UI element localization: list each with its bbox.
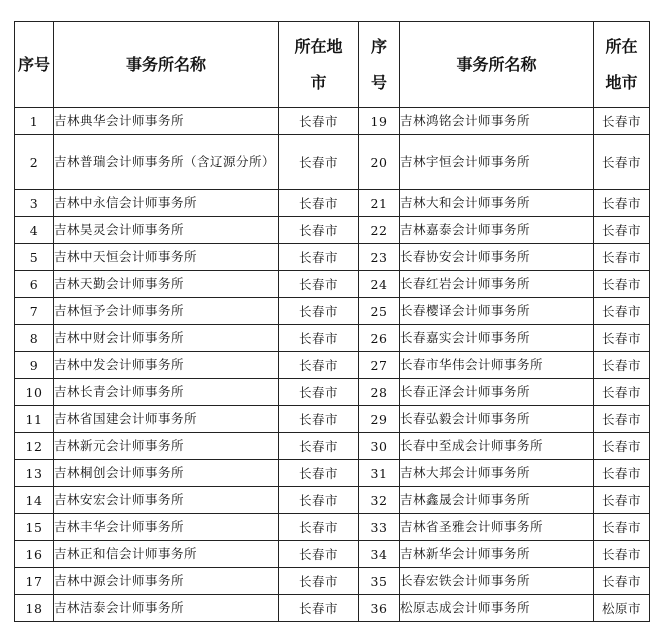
city-left: 长春市 [279, 568, 359, 595]
city-left: 长春市 [279, 514, 359, 541]
table-row [15, 325, 650, 352]
city-left: 长春市 [279, 433, 359, 460]
table-row [15, 135, 650, 190]
row-number-right: 26 [359, 325, 400, 352]
header-city-right: 所在地市 [594, 22, 650, 108]
firm-name-left: 吉林洁泰会计师事务所 [54, 595, 279, 622]
table-row [15, 487, 650, 514]
firm-name-left: 吉林中永信会计师事务所 [54, 190, 279, 217]
firm-name-right: 长春市华伟会计师事务所 [400, 352, 594, 379]
row-number-right: 22 [359, 217, 400, 244]
row-number-left: 16 [15, 541, 54, 568]
firm-name-left: 吉林中源会计师事务所 [54, 568, 279, 595]
row-number-left: 11 [15, 406, 54, 433]
firm-name-right: 长春红岩会计师事务所 [400, 271, 594, 298]
table-row [15, 217, 650, 244]
row-number-right: 24 [359, 271, 400, 298]
row-number-left: 6 [15, 271, 54, 298]
table-row [15, 460, 650, 487]
city-left: 长春市 [279, 325, 359, 352]
city-left: 长春市 [279, 217, 359, 244]
table-row [15, 514, 650, 541]
row-number-right: 25 [359, 298, 400, 325]
firm-name-right: 吉林新华会计师事务所 [400, 541, 594, 568]
firm-name-right: 长春中至成会计师事务所 [400, 433, 594, 460]
row-number-left: 10 [15, 379, 54, 406]
table-row [15, 433, 650, 460]
city-right: 松原市 [594, 595, 650, 622]
firm-name-right: 吉林嘉泰会计师事务所 [400, 217, 594, 244]
city-right: 长春市 [594, 379, 650, 406]
firm-name-right: 松原志成会计师事务所 [400, 595, 594, 622]
firm-name-right: 长春宏铁会计师事务所 [400, 568, 594, 595]
firm-name-left: 吉林正和信会计师事务所 [54, 541, 279, 568]
firm-name-right: 长春弘毅会计师事务所 [400, 406, 594, 433]
firm-name-right: 吉林鸿铭会计师事务所 [400, 108, 594, 135]
firm-name-left: 吉林省国建会计师事务所 [54, 406, 279, 433]
firm-name-left: 吉林长青会计师事务所 [54, 379, 279, 406]
header-no-left: 序号 [15, 22, 54, 108]
city-right: 长春市 [594, 460, 650, 487]
city-left: 长春市 [279, 190, 359, 217]
table-body [15, 108, 650, 622]
city-right: 长春市 [594, 541, 650, 568]
header-name-right: 事务所名称 [400, 22, 594, 108]
row-number-right: 30 [359, 433, 400, 460]
firm-name-right: 吉林鑫晟会计师事务所 [400, 487, 594, 514]
city-right: 长春市 [594, 298, 650, 325]
city-left: 长春市 [279, 108, 359, 135]
row-number-right: 28 [359, 379, 400, 406]
row-number-left: 5 [15, 244, 54, 271]
city-right: 长春市 [594, 406, 650, 433]
row-number-right: 23 [359, 244, 400, 271]
table-row [15, 541, 650, 568]
row-number-left: 12 [15, 433, 54, 460]
table-row [15, 379, 650, 406]
accounting-firms-table [14, 21, 650, 622]
city-left: 长春市 [279, 460, 359, 487]
city-left: 长春市 [279, 271, 359, 298]
firm-name-right: 长春嘉实会计师事务所 [400, 325, 594, 352]
header-no-right: 序号 [359, 22, 400, 108]
city-right: 长春市 [594, 135, 650, 190]
row-number-right: 35 [359, 568, 400, 595]
firm-name-left: 吉林昊灵会计师事务所 [54, 217, 279, 244]
city-left: 长春市 [279, 487, 359, 514]
row-number-left: 18 [15, 595, 54, 622]
firm-name-left: 吉林安宏会计师事务所 [54, 487, 279, 514]
row-number-left: 17 [15, 568, 54, 595]
city-right: 长春市 [594, 433, 650, 460]
firm-name-left: 吉林天勤会计师事务所 [54, 271, 279, 298]
city-right: 长春市 [594, 514, 650, 541]
city-left: 长春市 [279, 541, 359, 568]
row-number-right: 19 [359, 108, 400, 135]
firm-name-right: 长春协安会计师事务所 [400, 244, 594, 271]
city-right: 长春市 [594, 271, 650, 298]
row-number-right: 32 [359, 487, 400, 514]
table-row [15, 108, 650, 135]
table-row [15, 406, 650, 433]
table-row [15, 190, 650, 217]
row-number-left: 1 [15, 108, 54, 135]
city-right: 长春市 [594, 108, 650, 135]
firm-name-left: 吉林中发会计师事务所 [54, 352, 279, 379]
row-number-right: 34 [359, 541, 400, 568]
table-row [15, 298, 650, 325]
row-number-left: 13 [15, 460, 54, 487]
row-number-left: 2 [15, 135, 54, 190]
row-number-left: 9 [15, 352, 54, 379]
city-right: 长春市 [594, 568, 650, 595]
firm-name-left: 吉林丰华会计师事务所 [54, 514, 279, 541]
row-number-right: 33 [359, 514, 400, 541]
city-right: 长春市 [594, 190, 650, 217]
row-number-right: 31 [359, 460, 400, 487]
row-number-left: 3 [15, 190, 54, 217]
firm-name-right: 长春正泽会计师事务所 [400, 379, 594, 406]
firm-name-right: 吉林大和会计师事务所 [400, 190, 594, 217]
city-left: 长春市 [279, 298, 359, 325]
city-left: 长春市 [279, 244, 359, 271]
table-row [15, 595, 650, 622]
header-city-left: 所在地市 [279, 22, 359, 108]
firm-name-right: 长春樱译会计师事务所 [400, 298, 594, 325]
row-number-left: 4 [15, 217, 54, 244]
city-left: 长春市 [279, 352, 359, 379]
city-right: 长春市 [594, 325, 650, 352]
row-number-left: 8 [15, 325, 54, 352]
row-number-right: 20 [359, 135, 400, 190]
city-right: 长春市 [594, 487, 650, 514]
row-number-right: 21 [359, 190, 400, 217]
city-right: 长春市 [594, 352, 650, 379]
header-name-left: 事务所名称 [54, 22, 279, 108]
table-row [15, 271, 650, 298]
header-row [15, 22, 650, 108]
row-number-left: 14 [15, 487, 54, 514]
row-number-right: 27 [359, 352, 400, 379]
row-number-left: 7 [15, 298, 54, 325]
firm-name-right: 吉林大邦会计师事务所 [400, 460, 594, 487]
table-row [15, 568, 650, 595]
row-number-left: 15 [15, 514, 54, 541]
city-left: 长春市 [279, 135, 359, 190]
table-row [15, 352, 650, 379]
firm-name-left: 吉林典华会计师事务所 [54, 108, 279, 135]
city-right: 长春市 [594, 244, 650, 271]
firm-name-right: 吉林省圣雅会计师事务所 [400, 514, 594, 541]
city-right: 长春市 [594, 217, 650, 244]
table-row [15, 244, 650, 271]
firm-name-left: 吉林中天恒会计师事务所 [54, 244, 279, 271]
firm-name-left: 吉林普瑞会计师事务所（含辽源分所） [54, 135, 279, 190]
firm-name-right: 吉林宇恒会计师事务所 [400, 135, 594, 190]
city-left: 长春市 [279, 595, 359, 622]
city-left: 长春市 [279, 379, 359, 406]
firm-name-left: 吉林新元会计师事务所 [54, 433, 279, 460]
firm-name-left: 吉林桐创会计师事务所 [54, 460, 279, 487]
firm-name-left: 吉林中财会计师事务所 [54, 325, 279, 352]
city-left: 长春市 [279, 406, 359, 433]
row-number-right: 29 [359, 406, 400, 433]
table-header [15, 22, 650, 108]
row-number-right: 36 [359, 595, 400, 622]
firm-name-left: 吉林恒予会计师事务所 [54, 298, 279, 325]
